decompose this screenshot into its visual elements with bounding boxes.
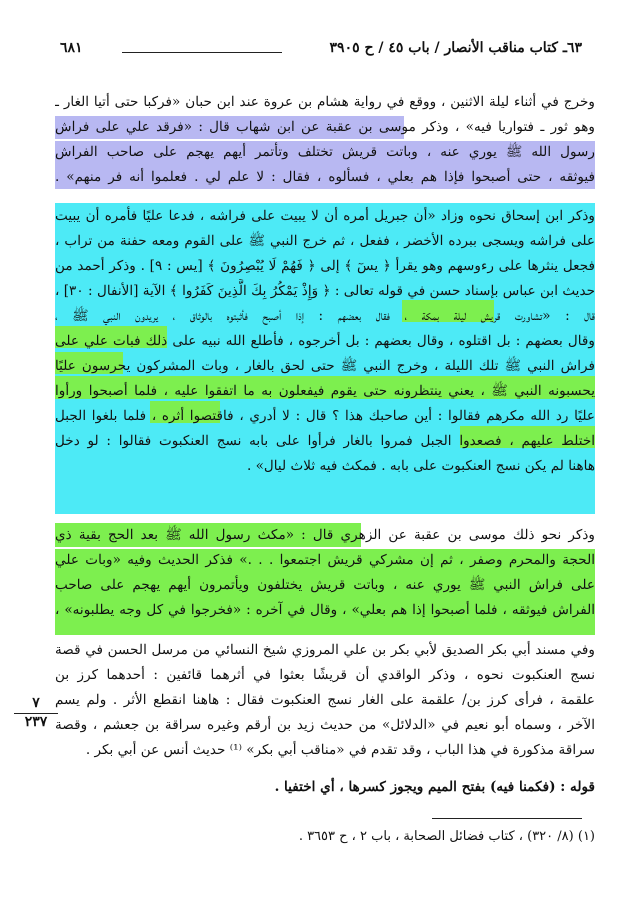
text-line: على فراشه ويسجى ببرده الأخضر ، ففعل ، ثم خرج النبي ﷺ على القوم ومعه حفنة من تراب ،	[55, 233, 595, 249]
text-line: فراش النبي ﷺ تلك الليلة ، وخرج النبي ﷺ حتى لحق بالغار ، وبات المشركون يحرسون عليًا	[55, 358, 595, 374]
header-rule	[122, 52, 282, 53]
text-line: وقال بعضهم : بل اقتلوه ، وقال بعضهم : بل أخرجوه ، فأطلع الله نبيه على ذلك فبات علي على	[55, 333, 595, 349]
text-line: الآخر ، وسماه أبو نعيم في «الدلائل» من حديث زيد بن أرقم وغيره سراقة بن جعشم ، وقصة	[55, 717, 595, 733]
text-line: قال : «تشاورت قريش ليلة بمكة ، فقال بعضهم : إذا أصبح فأثبتوه بالوثاق ، يريدون النبي ﷺ ،	[55, 308, 595, 324]
footnote-rule	[432, 818, 582, 819]
text-line: فجعل ينثرها على رءوسهم وهو يقرأ ﴿ يسٓ ﴾ إلى ﴿ فَهُمْ لَا يُبْصِرُونَ ﴾ [يس : ٩] . وذكر أحمد من	[55, 258, 595, 274]
margin-note-top: ٧	[32, 695, 40, 711]
page-number: ٦٨١	[60, 40, 83, 56]
footnote: (١) (٨/ ٣٢٠) ، كتاب فضائل الصحابة ، باب ٢ ، ح ٣٦٥٣ .	[298, 829, 595, 844]
text-line: وذكر ابن إسحاق نحوه وزاد «أن جبريل أمره أن لا يبيت على فراشه ، فدعا عليًا فأمره أن يبيت	[55, 208, 595, 224]
text-line: وهو ثور ـ فتواريا فيه» ، وذكر موسى بن عقبة عن ابن شهاب قال : «فرقد علي على فراش	[55, 119, 595, 135]
text-line: على فراش النبي ﷺ يوري عنه ، وباتت قريش يختلفون ويأتمرون أيهم يهجم على صاحب	[55, 577, 595, 593]
margin-volume-note	[14, 695, 58, 730]
text-line: رسول الله ﷺ يوري عنه ، وباتت قريش تختلف وتأتمر أيهم يهجم على صاحب الفراش	[55, 144, 595, 160]
text-line: يحسبونه النبي ﷺ ، يعني ينتظرونه حتى يقوم فيفعلون به ما اتفقوا عليه ، فلما أصبحوا ورأوا	[55, 383, 595, 399]
text-line: وفي مسند أبي بكر الصديق لأبي بكر بن علي المروزي شيخ النسائي من مرسل الحسن في قصة	[55, 642, 595, 658]
text-line: اختلط عليهم ، فصعدوا الجبل فمروا بالغار فرأوا على بابه نسج العنكبوت فقالوا : لو دخل	[55, 433, 595, 449]
page-header	[60, 40, 582, 64]
text-line: سراقة مذكورة في هذا الباب ، وقد تقدم في «مناقب أبي بكر» ⁽¹⁾ حديث أنس عن أبي بكر .	[85, 742, 595, 758]
margin-note-bottom: ٢٣٧	[24, 714, 48, 730]
running-title: ٦٣ـ كتاب مناقب الأنصار / باب ٤٥ / ح ٣٩٠٥	[329, 40, 582, 56]
text-line: الحجة والمحرم وصفر ، ثم إن مشركي قريش اجتمعوا . . .» فذكر الحديث وفيه «وبات علي	[55, 552, 595, 568]
text-line: حديث ابن عباس بإسناد حسن في قوله تعالى : ﴿ وَإِذْ يَمْكُرُ بِكَ الَّذِينَ كَفَرُوا ﴾ الآية [الأنفال : ٣٠] ،	[55, 283, 595, 299]
text-line: نسج العنكبوت نحوه ، وذكر الواقدي أن قريشًا بعثوا في أثرهما قائفين : أحدهما كرز بن	[55, 667, 595, 683]
text-line: وذكر نحو ذلك موسى بن عقبة عن الزهري قال : «مكث رسول الله ﷺ بعد الحج بقية ذي	[55, 527, 595, 543]
text-line: فيوثقه ، حتى أصبحوا فإذا هم بعلي ، فسألوه ، فقال : لا علم لي . فعلموا أنه فر منهم» .	[55, 169, 595, 185]
text-line: عليًا رد الله مكرهم فقالوا : أين صاحبك هذا ؟ قال : لا أدري ، فاقتصوا أثره ، فلما بلغوا الجبل	[55, 408, 595, 424]
text-line: وخرج في أثناء ليلة الاثنين ، ووقع في رواية هشام بن عروة عند ابن حبان «فركبا حتى أتيا الغار ـ	[55, 94, 595, 110]
text-line: الفراش فيوثقه ، فلما أصبحوا إذا هم بعلي» ، وقال في آخره : «فخرجوا في كل وجه يطلبونه» ،	[55, 602, 595, 618]
text-line: هاهنا لم يكن نسج العنكبوت على بابه . فمكث فيه ثلاث ليال» .	[246, 458, 595, 474]
text-line: علقمة ، فرأى كرز بن/ علقمة على الغار نسج العنكبوت فقال : هاهنا انقطع الأثر . ولم يسم	[55, 692, 595, 708]
text-line: قوله : (فكمنا فيه) بفتح الميم ويجوز كسرها ، أي اختفيا .	[274, 779, 595, 795]
